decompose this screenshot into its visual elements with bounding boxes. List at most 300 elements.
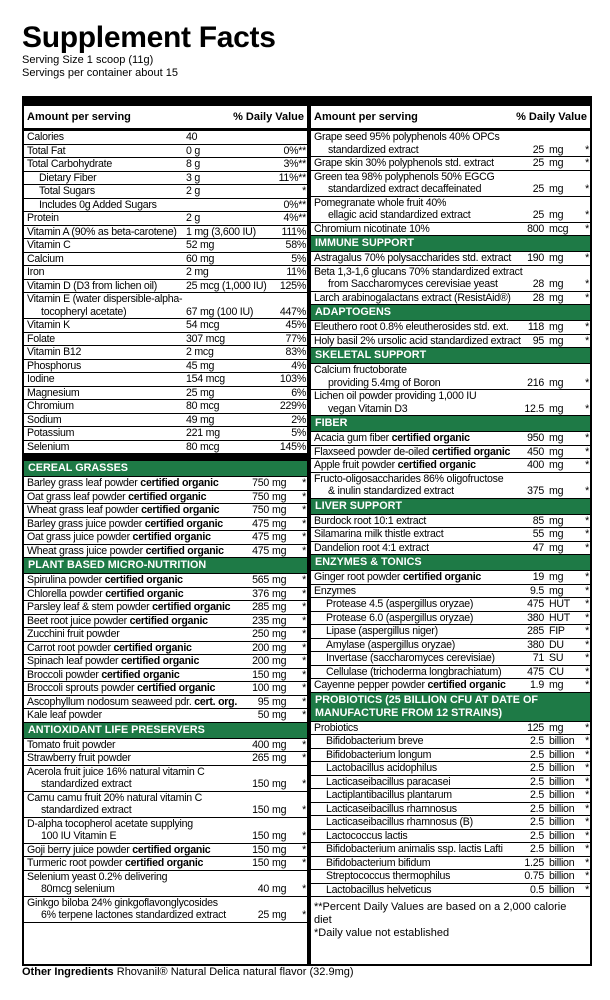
nutrient-name: [27, 253, 307, 266]
unit: SU: [549, 652, 564, 664]
amount: 2.5: [530, 789, 544, 801]
daily-value: *: [585, 584, 589, 597]
amount: 450: [527, 445, 544, 458]
organic-label: certified organic: [132, 531, 211, 543]
daily-value: *: [585, 571, 589, 583]
nutrient-name: [27, 387, 307, 400]
amount: 154 mcg: [186, 373, 225, 385]
organic-label: certified organic: [402, 571, 482, 583]
nutrient-name-text: Oat grass juice powder: [27, 531, 133, 543]
nutrient-name-cont: 6% terpene lactones standardized extract: [41, 909, 226, 921]
unit: mg: [272, 601, 287, 613]
nutrient-name: [27, 400, 307, 413]
unit: mg: [549, 514, 564, 527]
unit: billion: [549, 762, 575, 774]
amount: 28: [532, 291, 544, 304]
daily-value: 11%**: [278, 171, 306, 184]
daily-value: *: [585, 485, 589, 497]
nutrient-row: [24, 293, 307, 319]
unit: mg: [272, 857, 287, 869]
nutrient-name-text: Lactobacillus acidophilus: [326, 762, 437, 774]
amount: 2 g: [186, 185, 200, 197]
nutrient-row: [24, 504, 307, 518]
nutrient-name-text: Amylase (aspergillus oryzae): [326, 638, 456, 651]
footnote-dv: **Percent Daily Values are based on a 2,000 calorie diet: [314, 901, 567, 926]
nutrient-row: [24, 574, 307, 588]
nutrient-row: [24, 400, 307, 414]
amount: 100: [252, 682, 269, 694]
page-title: Supplement Facts: [22, 21, 276, 54]
section-heading: PLANT BASED MICRO-NUTRITION: [24, 558, 307, 574]
section-heading: CEREAL GRASSES: [24, 461, 307, 477]
nutrient-name: [314, 197, 590, 210]
nutrient-name: [314, 131, 590, 144]
unit: mg: [549, 321, 564, 333]
servings-per-container: Servings per container about 15: [22, 67, 178, 79]
nutrient-row: [24, 682, 307, 696]
section-title: SKELETAL SUPPORT: [315, 349, 427, 361]
daily-value: 11%: [286, 266, 306, 278]
nutrient-name-text: Magnesium: [27, 386, 80, 399]
daily-value: 0%**: [283, 198, 306, 211]
daily-value: *: [302, 477, 306, 489]
unit: mg: [272, 655, 287, 667]
amount: 750: [252, 490, 269, 503]
nutrient-name-cont: ellagic acid standardized extract: [328, 209, 471, 221]
nutrient-row: [24, 628, 307, 642]
nutrient-name-text: Chromium nicotinate 10%: [314, 222, 430, 235]
organic-label: certified organic: [104, 574, 183, 586]
nutrient-name-text: Broccoli powder: [27, 668, 102, 681]
nutrient-name-text: Selenium: [27, 440, 70, 453]
daily-value: *: [302, 655, 306, 667]
nutrient-name-text: Goji berry juice powder: [27, 843, 133, 856]
nutrient-row: [311, 390, 590, 416]
organic-label: certified organic: [132, 843, 211, 856]
daily-value: *: [585, 625, 589, 637]
nutrient-row: [24, 545, 307, 559]
nutrient-name: [27, 293, 307, 306]
nutrient-row: [311, 571, 590, 585]
daily-value: 83%: [285, 346, 306, 358]
nutrient-name-text: Barley grass juice powder: [27, 517, 145, 530]
section-title: FIBER: [315, 417, 348, 429]
daily-value: *: [585, 321, 589, 333]
nutrient-row: [311, 585, 590, 599]
amount: 8 g: [186, 158, 200, 170]
nutrient-name-cont: 100 IU Vitamin E: [41, 830, 117, 842]
nutrient-name: [27, 199, 307, 212]
nutrient-name-text: Fructo-oligosaccharides 86% oligofructose: [314, 472, 504, 485]
nutrient-row: [24, 752, 307, 766]
unit: mg: [272, 682, 287, 694]
daily-value: 125%: [279, 279, 306, 292]
unit: mg: [272, 830, 287, 842]
unit: mg: [272, 477, 287, 489]
nutrient-row: [24, 199, 307, 213]
daily-value: 5%: [291, 427, 306, 439]
amount: 400: [527, 459, 544, 471]
nutrient-name: [314, 266, 590, 279]
section-title: LIVER SUPPORT: [315, 499, 402, 512]
amount: 150: [252, 843, 269, 856]
nutrient-name-cont: vegan Vitamin D3: [328, 402, 408, 415]
amount: 80 mcg: [186, 440, 220, 453]
nutrient-name-text: Vitamin K: [27, 319, 70, 331]
amount: 375: [527, 485, 544, 497]
nutrient-name-text: Carrot root powder: [27, 641, 114, 654]
nutrient-row: [311, 749, 590, 763]
nutrient-row: [24, 696, 307, 710]
nutrient-row: [311, 612, 590, 626]
nutrient-name-text: Beet root juice powder: [27, 614, 130, 627]
daily-value: *: [585, 278, 589, 290]
nutrient-row: [24, 145, 307, 159]
nutrient-name-text: Total Fat: [27, 144, 66, 157]
nutrient-name-text: Zucchini fruit powder: [27, 628, 120, 640]
nutrient-name-cont: 80mcg selenium: [41, 883, 115, 895]
nutrient-name-cont: from Saccharomyces cerevisiae yeast: [328, 278, 498, 290]
unit: billion: [549, 843, 575, 855]
amount: 125: [527, 721, 544, 734]
unit: mg: [549, 721, 564, 734]
unit: HUT: [549, 598, 571, 610]
amount: 2.5: [530, 748, 544, 761]
daily-value: *: [302, 601, 306, 613]
amount: 150: [252, 857, 269, 869]
nutrient-name-text: Chromium: [27, 400, 74, 412]
unit: billion: [549, 735, 575, 747]
amount: 25: [532, 157, 544, 169]
right-column: [311, 98, 590, 964]
daily-value: *: [585, 735, 589, 747]
unit: billion: [549, 870, 575, 882]
daily-value: *: [585, 209, 589, 221]
daily-value: 4%: [291, 359, 306, 372]
nutrient-name: [314, 171, 590, 184]
amount: 2.5: [530, 829, 544, 842]
nutrient-name-text: Potassium: [27, 427, 75, 439]
daily-value: *: [585, 775, 589, 788]
left-column-header: [24, 98, 307, 131]
amount: 800: [527, 222, 544, 235]
nutrient-row: [311, 528, 590, 542]
nutrient-name: [27, 792, 307, 805]
unit: mg: [549, 209, 564, 221]
nutrient-row: [24, 818, 307, 844]
unit: mg: [272, 883, 287, 895]
amount: 221 mg: [186, 427, 220, 439]
nutrient-name-text: Grape skin 30% polyphenols std. extract: [314, 157, 494, 169]
nutrient-row: [311, 625, 590, 639]
section-heading: [311, 305, 590, 321]
unit: DU: [549, 638, 564, 651]
nutrient-name: [27, 131, 307, 144]
unit: mg: [549, 252, 564, 264]
nutrient-row: [311, 364, 590, 390]
nutrient-name-text: Bifidobacterium longum: [326, 748, 432, 761]
amount: 85: [532, 514, 544, 527]
other-ingredients-text: Rhovanil® Natural Delica natural flavor (32.9mg): [113, 966, 354, 978]
nutrient-name-text: Vitamin C: [27, 239, 71, 251]
amount: 80 mcg: [186, 400, 220, 412]
nutrient-row: [311, 857, 590, 871]
section-heading: [311, 236, 590, 252]
nutrient-name-cont: standardized extract: [328, 143, 419, 156]
unit: mg: [549, 679, 564, 691]
unit: mg: [272, 778, 287, 790]
daily-value: *: [585, 789, 589, 801]
section-heading: [311, 555, 590, 571]
nutrient-row: [24, 491, 307, 505]
nutrient-name: [27, 212, 307, 225]
footnotes: [311, 897, 590, 944]
organic-label: certified organic: [141, 504, 220, 516]
nutrient-row: [311, 735, 590, 749]
amount: 475: [527, 665, 544, 678]
amount: 1.9: [530, 679, 544, 691]
nutrient-row: [24, 427, 307, 441]
unit: mg: [272, 544, 287, 557]
daily-value: 0%**: [283, 144, 306, 157]
nutrient-row: [311, 335, 590, 349]
nutrient-name-text: Lacticaseibacillus rhamnosus (B): [326, 816, 473, 828]
nutrient-row: [24, 642, 307, 656]
unit: billion: [549, 775, 575, 788]
nutrient-row: [311, 843, 590, 857]
nutrient-name: [27, 226, 307, 239]
nutrient-name-text: Grape seed 95% polyphenols 40% OPCs: [314, 131, 500, 143]
amount: 95: [257, 695, 269, 708]
nutrient-name-text: Pomegranate whole fruit 40%: [314, 196, 447, 209]
nutrient-name-text: Silamarina milk thistle extract: [314, 528, 444, 540]
nutrient-name-text: Iron: [27, 266, 45, 278]
nutrient-name-text: Oat grass leaf powder: [27, 490, 129, 503]
amount: 376: [252, 587, 269, 600]
unit: mg: [272, 504, 287, 516]
daily-value: *: [302, 857, 306, 869]
daily-value: *: [585, 402, 589, 415]
nutrient-name-text: Bifidobacterium animalis ssp. lactis Lafti: [326, 843, 503, 855]
nutrient-name-text: Kale leaf powder: [27, 709, 102, 721]
nutrient-name: [27, 333, 307, 346]
daily-value: *: [585, 611, 589, 624]
amount: 2.5: [530, 816, 544, 828]
nutrient-row: [24, 212, 307, 226]
nutrient-name-text: Vitamin B12: [27, 346, 82, 358]
nutrient-name-text: Protease 6.0 (aspergillus oryzae): [326, 611, 474, 624]
nutrient-name-text: Lacticaseibacillus paracasei: [326, 775, 451, 788]
amount: 0.5: [530, 883, 544, 896]
nutrient-name-text: Green tea 98% polyphenols 50% EGCG: [314, 170, 495, 183]
daily-value: 77%: [285, 332, 306, 345]
daily-value: *: [302, 804, 306, 816]
section-heading: [311, 348, 590, 364]
daily-value: 45%: [285, 319, 306, 331]
unit: mg: [272, 641, 287, 654]
daily-value: *: [585, 334, 589, 347]
nutrient-row: [311, 652, 590, 666]
unit: mg: [272, 738, 287, 751]
nutrient-row: [24, 414, 307, 428]
amount: 54 mcg: [186, 319, 220, 331]
unit: mg: [549, 183, 564, 195]
left-column: [24, 98, 307, 964]
nutrient-row: [311, 446, 590, 460]
unit: mg: [272, 752, 287, 764]
nutrient-name: [27, 427, 307, 440]
nutrient-row: [24, 518, 307, 532]
nutrient-name-text: Burdock root 10:1 extract: [314, 514, 427, 527]
nutrient-row: [311, 459, 590, 473]
nutrient-name-cont: standardized extract decaffeinated: [328, 183, 482, 195]
nutrient-name: [27, 373, 307, 386]
nutrient-row: [311, 803, 590, 817]
unit: mg: [549, 334, 564, 347]
nutrient-name-text: Dandelion root 4:1 extract: [314, 541, 429, 554]
unit: mg: [549, 278, 564, 290]
amount: 67 mg (100 IU): [186, 305, 254, 318]
nutrient-name-text: Lactiplantibacillus plantarum: [326, 789, 452, 801]
daily-value: *: [585, 222, 589, 235]
nutrient-name-text: Streptococcus thermophilus: [326, 870, 451, 882]
nutrient-name-text: Protease 4.5 (aspergillus oryzae): [326, 598, 474, 610]
nutrient-name-cont: & inulin standardized extract: [328, 485, 454, 497]
daily-value: *: [585, 459, 589, 471]
nutrient-row: [24, 346, 307, 360]
nutrient-name: [27, 266, 307, 279]
daily-value: *: [302, 778, 306, 790]
amount: 400: [252, 738, 269, 751]
organic-label: certified organic: [101, 668, 180, 681]
nutrient-row: [24, 844, 307, 858]
daily-value: *: [585, 432, 589, 444]
daily-value: 4%**: [283, 212, 306, 224]
nutrient-row: [24, 253, 307, 267]
daily-value: *: [302, 668, 306, 681]
daily-value: *: [302, 738, 306, 751]
nutrient-row: [24, 185, 307, 199]
unit: mg: [272, 628, 287, 640]
amount: 52 mg: [186, 239, 215, 251]
section-title-cont: MANUFACTURE FROM 12 STRAINS): [315, 706, 503, 719]
nutrient-name-text: Apple fruit powder: [314, 459, 398, 471]
nutrient-name-text: Acerola fruit juice 16% natural vitamin C: [27, 765, 205, 778]
nutrient-name-text: Vitamin E (water dispersible-alpha-: [27, 293, 183, 305]
daily-value: *: [585, 802, 589, 815]
nutrient-name: [314, 390, 590, 403]
nutrient-name-text: Camu camu fruit 20% natural vitamin C: [27, 791, 203, 804]
nutrient-name-text: Tomato fruit powder: [27, 738, 116, 751]
nutrient-row: [24, 766, 307, 792]
nutrient-name-text: Calcium fructoborate: [314, 364, 407, 376]
nutrient-row: [311, 197, 590, 223]
amount: 565: [252, 574, 269, 586]
daily-value: *: [585, 870, 589, 882]
unit: mg: [549, 541, 564, 554]
nutrient-row: [311, 432, 590, 446]
amount: 25: [532, 183, 544, 195]
amount: 190: [527, 252, 544, 264]
unit: mg: [272, 668, 287, 681]
section-title: IMMUNE SUPPORT: [315, 237, 414, 249]
nutrient-row: [24, 601, 307, 615]
nutrient-name-text: Astragalus 70% polysaccharides std. extract: [314, 252, 512, 264]
organic-label: certified organic: [427, 679, 506, 691]
nutrient-name: [27, 360, 307, 373]
nutrient-name: [27, 239, 307, 252]
daily-value: *: [585, 856, 589, 869]
nutrient-name: [27, 871, 307, 884]
unit: mg: [549, 157, 564, 169]
serving-size: Serving Size 1 scoop (11g): [22, 54, 154, 66]
nutrient-row: [24, 709, 307, 723]
nutrient-name-text: Lipase (aspergillus niger): [326, 625, 438, 637]
organic-label: certified organic: [113, 641, 192, 654]
amount: 380: [527, 638, 544, 651]
daily-value: 5%: [291, 252, 306, 265]
daily-value: *: [585, 598, 589, 610]
nutrient-name: [314, 473, 590, 486]
organic-label: certified organic: [397, 459, 476, 471]
nutrient-name-text: D-alpha tocopherol acetate supplying: [27, 817, 193, 830]
daily-value: 145%: [279, 440, 306, 453]
unit: mcg: [549, 222, 569, 235]
section-heading: [311, 693, 590, 722]
daily-value: *: [585, 843, 589, 855]
nutrient-row: [311, 870, 590, 884]
amount: 475: [252, 531, 269, 543]
amount: 3 g: [186, 171, 200, 184]
nutrient-row: [24, 158, 307, 172]
daily-value: *: [585, 445, 589, 458]
amount: 60 mg: [186, 252, 215, 265]
nutrient-name-text: Protein: [27, 212, 59, 224]
unit: mg: [549, 459, 564, 471]
unit: mg: [272, 517, 287, 530]
nutrient-name-text: Invertase (saccharomyces cerevisiae): [326, 652, 495, 664]
nutrient-row: [311, 157, 590, 171]
daily-value: *: [302, 517, 306, 530]
section-heading: [311, 416, 590, 432]
daily-value: *: [585, 157, 589, 169]
nutrient-row: [311, 776, 590, 790]
nutrient-row: [24, 333, 307, 347]
nutrient-row: [24, 131, 307, 145]
nutrient-row: [24, 588, 307, 602]
nutrient-row: [311, 598, 590, 612]
daily-value: 2%: [291, 413, 306, 426]
nutrient-row: [311, 884, 590, 898]
nutrient-name-text: Folate: [27, 332, 55, 345]
daily-value: *: [585, 638, 589, 651]
daily-value: *: [585, 652, 589, 664]
nutrient-name-text: Calcium: [27, 252, 64, 265]
daily-value: *: [585, 721, 589, 734]
daily-value: *: [585, 883, 589, 896]
daily-value: 3%**: [283, 158, 306, 170]
daily-value: *: [585, 252, 589, 264]
amount: 216: [527, 376, 544, 389]
nutrient-name-text: Probiotics: [314, 721, 359, 734]
unit: billion: [549, 829, 575, 842]
amount: 1.25: [524, 856, 544, 869]
amount: 9.5: [530, 584, 544, 597]
nutrient-name-text: Wheat grass leaf powder: [27, 504, 142, 516]
organic-label: certified organic: [128, 490, 207, 503]
unit: mg: [549, 571, 564, 583]
nutrient-name-text: Calories: [27, 131, 64, 143]
